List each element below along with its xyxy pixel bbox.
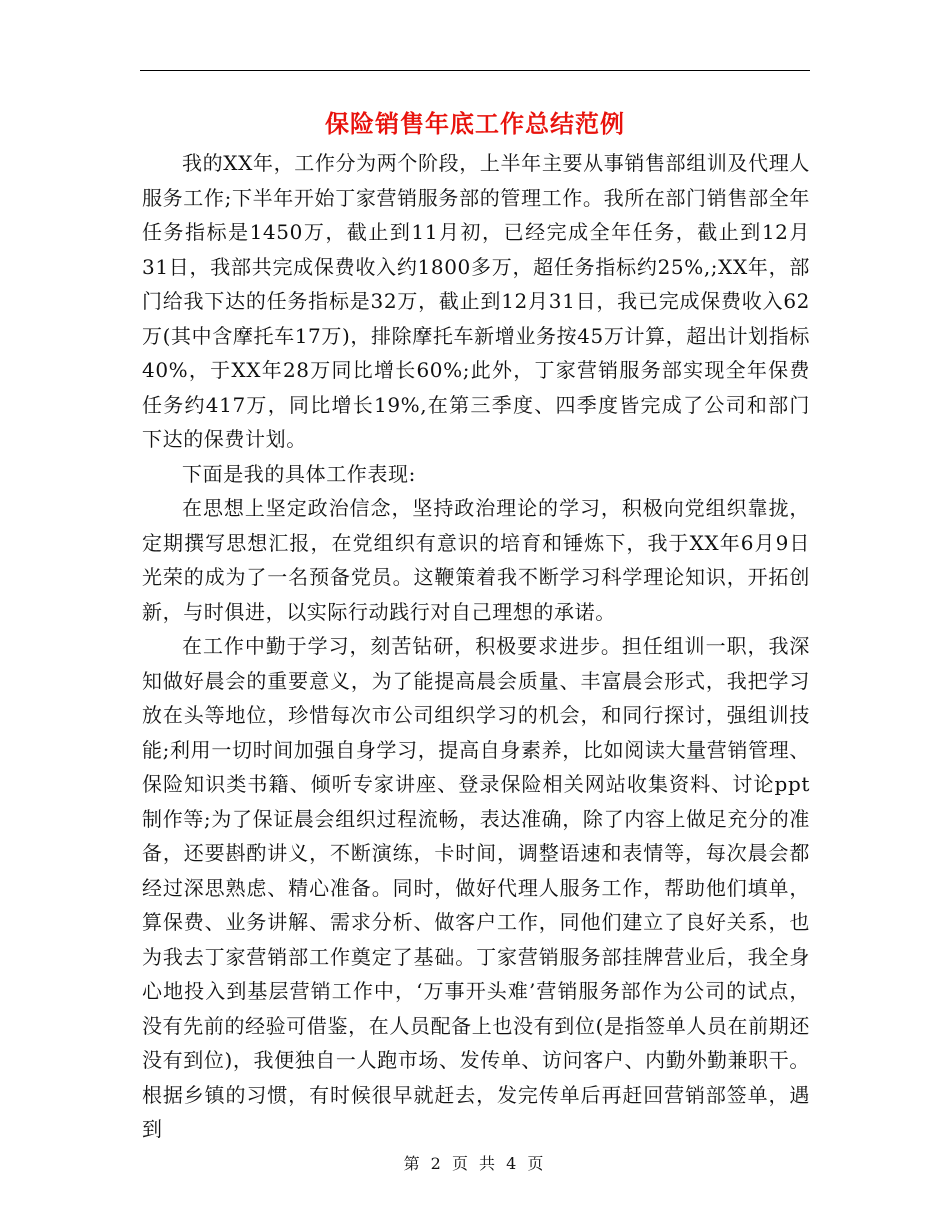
document-title: 保险销售年底工作总结范例 [325,110,625,138]
paragraph-intro: 下面是我的具体工作表现: [182,461,416,486]
paragraph-summary: 我的XX年，工作分为两个阶段，上半年主要从事销售部组训及代理人服务工作;下半年开始丁家营销服务部的管理工作。我所在部门销售部全年任务指标是1450万，截止到11月初，已经完成全年任务，截止到12月31日，我部共完成保费收入约1800多万，超任务指标约25%,;XX年，部门给我下达的任务指标是32万，截止到12月31日，我已完成保费收入62万(其中含摩托车17万)，排除摩托车新增业务按45万计算，超出计划指标40%，于XX年28万同比增长60%;此外，丁家营销服务部实现全年保费任务约417万，同比增长19%,在第三季度、四季度皆完成了公司和部门下达的保费计划。 [142,151,810,451]
document-body [142,146,810,1147]
paragraph-political: 在思想上坚定政治信念，坚持政治理论的学习，积极向党组织靠拢，定期撰写思想汇报，在党组织有意识的培育和锤炼下，我于XX年6月9日光荣的成为了一名预备党员。这鞭策着我不断学习科学理论知识，开拓创新，与时俱进，以实际行动践行对自己理想的承诺。 [142,496,810,624]
header-rule [140,70,810,71]
paragraph-work: 在工作中勤于学习，刻苦钻研，积极要求进步。担任组训一职，我深知做好晨会的重要意义，为了能提高晨会质量、丰富晨会形式，我把学习放在头等地位，珍惜每次市公司组织学习的机会，和同行探讨，强组训技能;利用一切时间加强自身学习，提高自身素养，比如阅读大量营销管理、保险知识类书籍、倾听专家讲座、登录保险相关网站收集资料、讨论ppt制作等;为了保证晨会组织过程流畅，表达准确，除了内容上做足充分的准备，还要斟酌讲义，不断演练，卡时间，调整语速和表情等，每次晨会都经过深思熟虑、精心准备。同时，做好代理人服务工作，帮助他们填单，算保费、业务讲解、需求分析、做客户工作，同他们建立了良好关系，也为我去丁家营销部工作奠定了基础。丁家营销服务部挂牌营业后，我全身心地投入到基层营销工作中，‘万事开头难’营销服务部作为公司的试点，没有先前的经验可借鉴，在人员配备上也没有到位(是指签单人员在前期还没有到位)，我便独自一人跑市场、发传单、访问客户、内勤外勤兼职干。根据乡镇的习惯，有时候很早就赶去，发完传单后再赶回营销部签单，遇到 [142,634,810,1141]
page-number-footer: 第 2 页 共 4 页 [403,1154,547,1173]
